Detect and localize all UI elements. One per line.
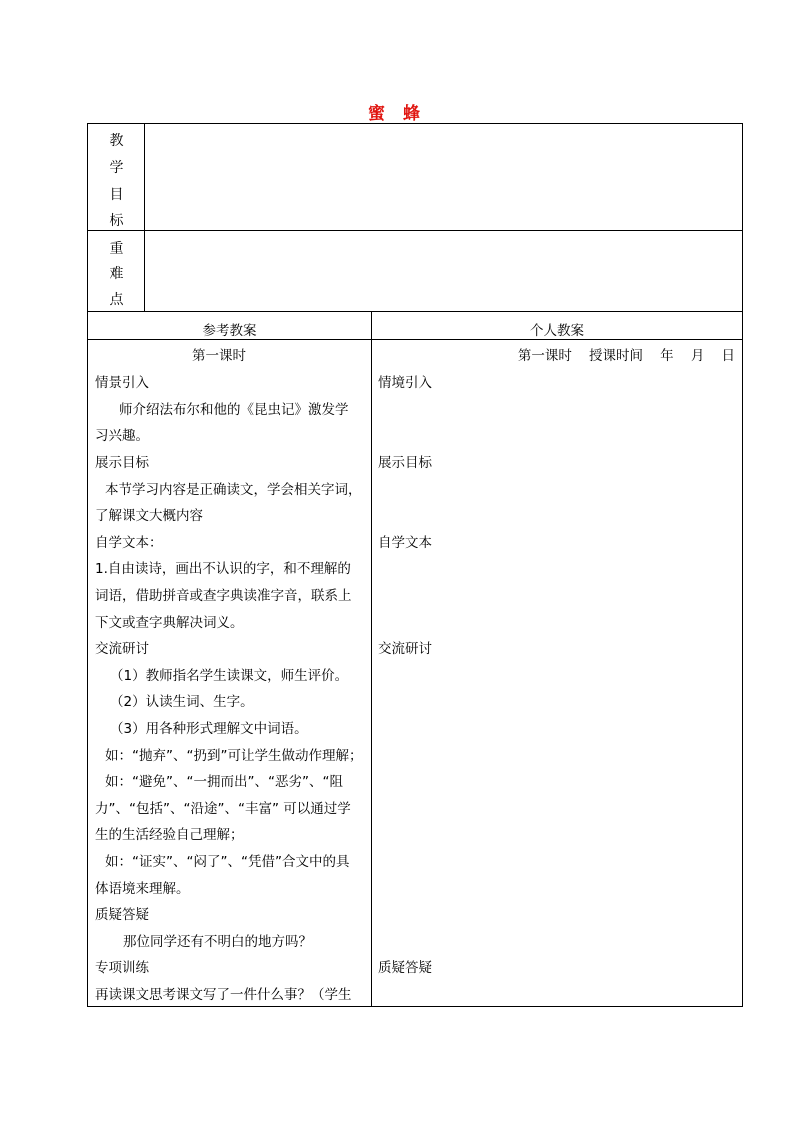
- right-item: 自学文本: [378, 535, 432, 551]
- left-line: 1.自由读诗，画出不认识的字，和不理解的: [95, 561, 351, 577]
- left-line: 体语境来理解。: [95, 881, 190, 897]
- left-line: 专项训练: [95, 960, 149, 976]
- left-line: 如：“证实”、“闷了”、“凭借”合文中的具: [105, 854, 350, 870]
- left-line: 第一课时: [192, 348, 246, 364]
- left-line: 那位同学还有不明白的地方吗？: [123, 934, 312, 950]
- label-char: 难: [109, 266, 124, 282]
- page-title: 蜜 蜂: [368, 104, 426, 124]
- personal-plan-header: 个人教案: [530, 323, 584, 339]
- right-item: 展示目标: [378, 455, 432, 471]
- objectives-label: [88, 124, 145, 230]
- left-line: 再读课文思考课文写了一件什么事？（学生: [95, 987, 352, 1003]
- column-divider: [371, 312, 372, 1006]
- left-line: 展示目标: [95, 455, 149, 471]
- label-char: 重: [109, 241, 124, 257]
- left-line: 情景引入: [95, 375, 149, 391]
- label-char: 目: [109, 187, 124, 203]
- label-char: 标: [109, 213, 124, 229]
- left-line: 力”、“包括”、“沿途”、“丰富” 可以通过学: [95, 801, 351, 817]
- right-item: 情境引入: [378, 375, 432, 391]
- left-line: （1）教师指名学生读课文，师生评价。: [110, 668, 349, 684]
- left-line: 本节学习内容是正确读文，学会相关字词，: [105, 482, 362, 498]
- right-item: 交流研讨: [378, 641, 432, 657]
- left-line: 师介绍法布尔和他的《昆虫记》激发学: [119, 402, 349, 418]
- key-points-row: [88, 231, 742, 311]
- left-line: 词语，借助拼音或查字典读准字音，联系上: [95, 588, 352, 604]
- left-line: （2）认读生词、生字。: [110, 694, 254, 710]
- right-item: 质疑答疑: [378, 960, 432, 976]
- left-line: 习兴趣。: [95, 428, 149, 444]
- label-char: 学: [109, 160, 124, 176]
- left-line: 自学文本：: [95, 535, 163, 551]
- objectives-keypoints-table: [87, 123, 743, 312]
- left-line: 交流研讨: [95, 641, 149, 657]
- left-line: 下文或查字典解决词义。: [95, 615, 244, 631]
- reference-plan-header: 参考教案: [202, 323, 257, 339]
- lesson-time-line: 第一课时 授课时间 年 月 日: [517, 348, 735, 364]
- key-points-label: [88, 231, 145, 311]
- left-line: （3）用各种形式理解文中词语。: [110, 721, 308, 737]
- left-line: 了解课文大概内容: [95, 508, 203, 524]
- left-line: 如：“避免”、“一拥而出”、“恶劣”、“阻: [105, 774, 343, 790]
- left-line: 生的生活经验自己理解；: [95, 827, 244, 843]
- header-divider: [88, 339, 742, 340]
- label-char: 教: [109, 133, 124, 149]
- label-char: 点: [109, 292, 124, 308]
- left-line: 如：“抛弃”、“扔到”可让学生做动作理解；: [105, 748, 363, 764]
- lesson-plan-table: [87, 311, 743, 1007]
- objectives-row: [88, 124, 742, 231]
- left-line: 质疑答疑: [95, 907, 149, 923]
